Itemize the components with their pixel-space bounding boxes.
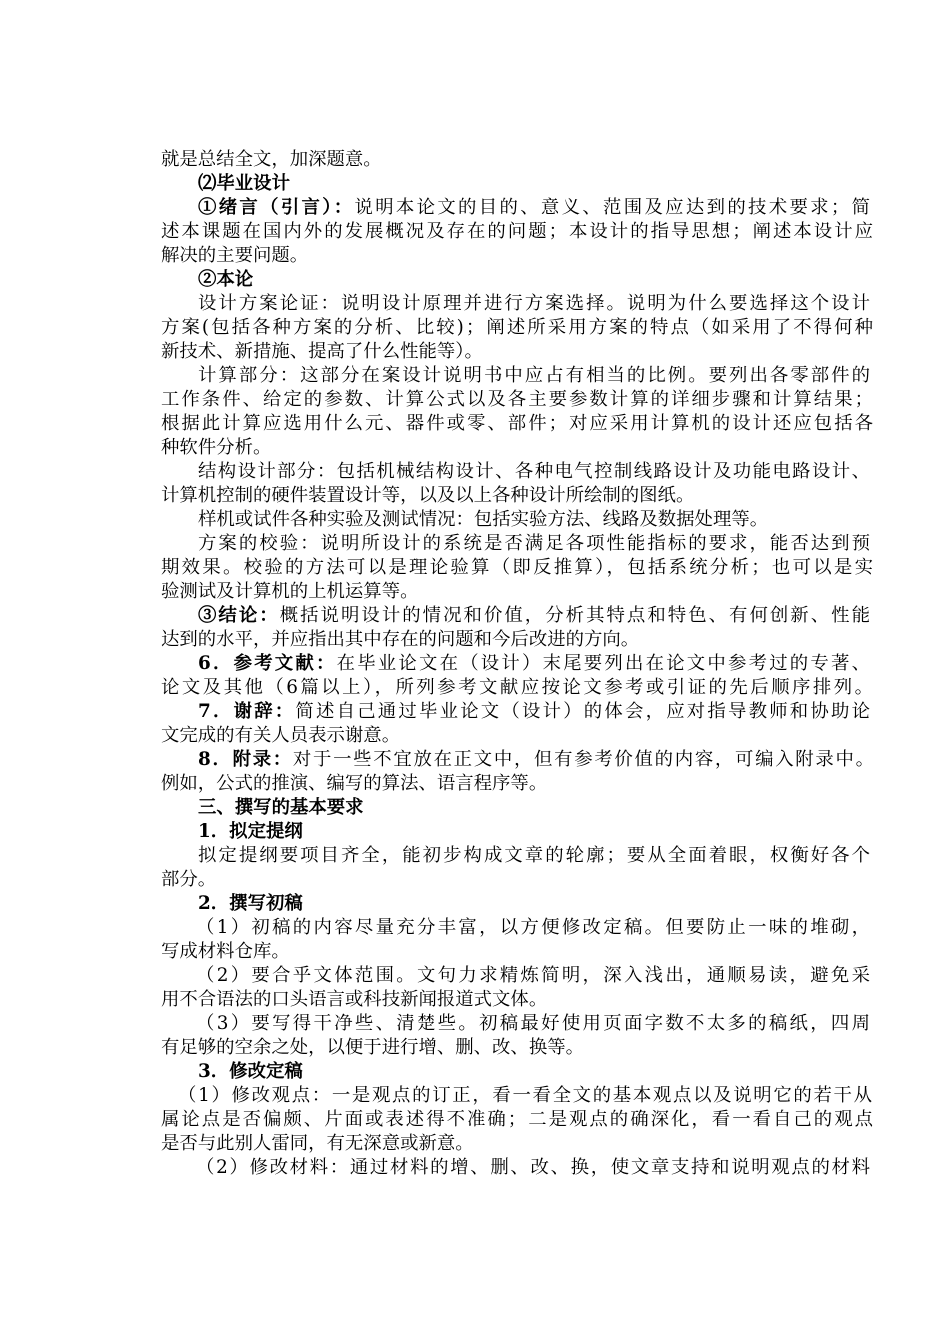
body-text: 达到的水平，并应指出其中存在的问题和今后改进的方向。: [161, 629, 640, 650]
text-line: [198, 844, 872, 868]
body-text: 方案(包括各种方案的分析、比较)；阐述所采用方案的特点（如采用了不得何种: [161, 317, 876, 338]
body-text: 部分。: [161, 869, 217, 890]
body-text: （2）要合乎文体范围。文句力求精炼简明，深入浅出，通顺易读，避免采: [196, 965, 873, 986]
text-line: [196, 964, 872, 988]
text-line: [161, 868, 216, 892]
body-text: 论文及其他（6篇以上），所列参考文献应按论文参考或引证的先后顺序排列。: [161, 677, 876, 698]
body-text: 简述自己通过毕业论文（设计）的体会，应对指导教师和协助论: [295, 701, 873, 722]
body-text: 概括说明设计的情况和价值，分析其特点和特色、有何创新、性能: [279, 605, 873, 626]
body-text: 验测试及计算机的上机运算等。: [161, 581, 419, 602]
text-line: [198, 268, 253, 292]
text-line: [161, 1108, 875, 1132]
text-line: [161, 724, 400, 748]
text-line: [196, 1156, 872, 1180]
text-line: [198, 172, 290, 196]
body-text: 文完成的有关人员表示谢意。: [161, 725, 401, 746]
body-text: 结构设计部分：包括机械结构设计、各种电气控制线路设计及功能电路设计、: [198, 461, 872, 482]
body-text: 样机或试件各种实验及测试情况：包括实验方法、线路及数据处理等。: [198, 509, 769, 530]
bold-heading: 1．拟定提纲: [198, 821, 303, 842]
text-line: [198, 604, 872, 628]
body-text: 新技术、新措施、提高了什么性能等）。: [161, 341, 483, 362]
text-line: [161, 1132, 474, 1156]
body-text: （2）修改材料：通过材料的增、删、改、换，使文章支持和说明观点的材料: [196, 1157, 872, 1178]
body-text: 工作条件、给定的参数、计算公式以及各主要参数计算的详细步骤和计算结果；: [161, 389, 875, 410]
body-text: 期效果。校验的方法可以是理论验算（即反推算），包括系统分析；也可以是实: [161, 557, 876, 578]
text-line: [161, 580, 418, 604]
text-line: [198, 460, 871, 484]
text-line: [161, 436, 271, 460]
body-text: 是否与此别人雷同，有无深意或新意。: [161, 1133, 474, 1154]
body-text: 例如，公式的推演、编写的算法、语言程序等。: [161, 773, 548, 794]
body-text: （1）初稿的内容尽量充分丰富，以方便修改定稿。但要防止一味的堆砌，: [196, 917, 873, 938]
bold-heading: 7．谢辞：: [198, 701, 296, 722]
body-text: 述本课题在国内外的发展概况及存在的问题；本设计的指导思想；阐述本设计应: [161, 221, 875, 242]
text-line: [161, 628, 639, 652]
text-line: [196, 1012, 872, 1036]
text-line: [198, 652, 872, 676]
bold-heading: 6．参考文献：: [198, 653, 337, 674]
body-text: 设计方案论证：说明设计原理并进行方案选择。说明为什么要选择这个设计: [198, 293, 873, 314]
body-text: 方案的校验：说明所设计的系统是否满足各项性能指标的要求，能否达到预: [198, 533, 873, 554]
body-text: 根据此计算应选用什么元、器件或零、部件；对应采用计算机的设计还应包括各: [161, 413, 875, 434]
bold-heading: 三、撰写的基本要求: [198, 797, 364, 818]
text-line: [161, 556, 875, 580]
text-line: [198, 292, 872, 316]
body-text: 写成材料仓库。: [161, 941, 290, 962]
text-line: [198, 820, 303, 844]
body-text: 说明本论文的目的、意义、范围及应达到的技术要求；简: [354, 197, 873, 218]
body-text: 种软件分析。: [161, 437, 272, 458]
text-line: [198, 196, 872, 220]
text-line: [198, 1060, 303, 1084]
body-text: 计算机控制的硬件装置设计等，以及以上各种设计所绘制的图纸。: [161, 485, 695, 506]
body-text: 用不合语法的口头语言或科技新闻报道式文体。: [161, 989, 548, 1010]
text-line: [198, 748, 876, 772]
bold-heading: 8．附录：: [198, 749, 293, 770]
text-line: [198, 532, 872, 556]
bold-heading: ①绪言（引言）：: [198, 197, 355, 218]
bold-heading: ②本论: [198, 269, 254, 290]
body-text: 有足够的空余之处，以便于进行增、删、改、换等。: [161, 1037, 584, 1058]
text-line: [198, 892, 303, 916]
text-line: [161, 412, 875, 436]
text-line: [161, 316, 875, 340]
text-line: [161, 340, 483, 364]
text-line: [161, 676, 875, 700]
text-line: [161, 244, 308, 268]
body-text: 拟定提纲要项目齐全，能初步构成文章的轮廓；要从全面着眼，权衡好各个: [198, 845, 873, 866]
bold-heading: 2．撰写初稿: [198, 893, 303, 914]
text-line: [198, 796, 364, 820]
body-text: 就是总结全文，加深题意。: [161, 149, 382, 170]
bold-heading: 3．修改定稿: [198, 1061, 303, 1082]
text-line: [198, 508, 768, 532]
bold-heading: ⑵毕业设计: [198, 173, 290, 194]
body-text: 在毕业论文在（设计）末尾要列出在论文中参考过的专著、: [336, 653, 873, 674]
text-line: [196, 916, 872, 940]
text-line: [161, 940, 290, 964]
body-text: 属论点是否偏颇、片面或表述得不准确；二是观点的确深化，看一看自己的观点: [161, 1109, 875, 1130]
text-line: [198, 364, 872, 388]
body-text: （1）修改观点：一是观点的订正，看一看全文的基本观点以及说明它的若干从: [178, 1085, 874, 1106]
body-text: 对于一些不宜放在正文中，但有参考价值的内容，可编入附录中。: [292, 749, 876, 770]
text-line: [161, 988, 547, 1012]
text-line: [178, 1084, 874, 1108]
text-line: [198, 700, 872, 724]
text-line: [161, 1036, 584, 1060]
text-line: [161, 772, 547, 796]
body-text: （3）要写得干净些、清楚些。初稿最好使用页面字数不太多的稿纸，四周: [196, 1013, 873, 1034]
text-line: [161, 388, 875, 412]
body-text: 计算部分：这部分在案设计说明书中应占有相当的比例。要列出各零部件的: [198, 365, 873, 386]
bold-heading: ③结论：: [198, 605, 280, 626]
text-line: [161, 220, 875, 244]
text-line: [161, 148, 382, 172]
text-line: [161, 484, 694, 508]
body-text: 解决的主要问题。: [161, 245, 309, 266]
